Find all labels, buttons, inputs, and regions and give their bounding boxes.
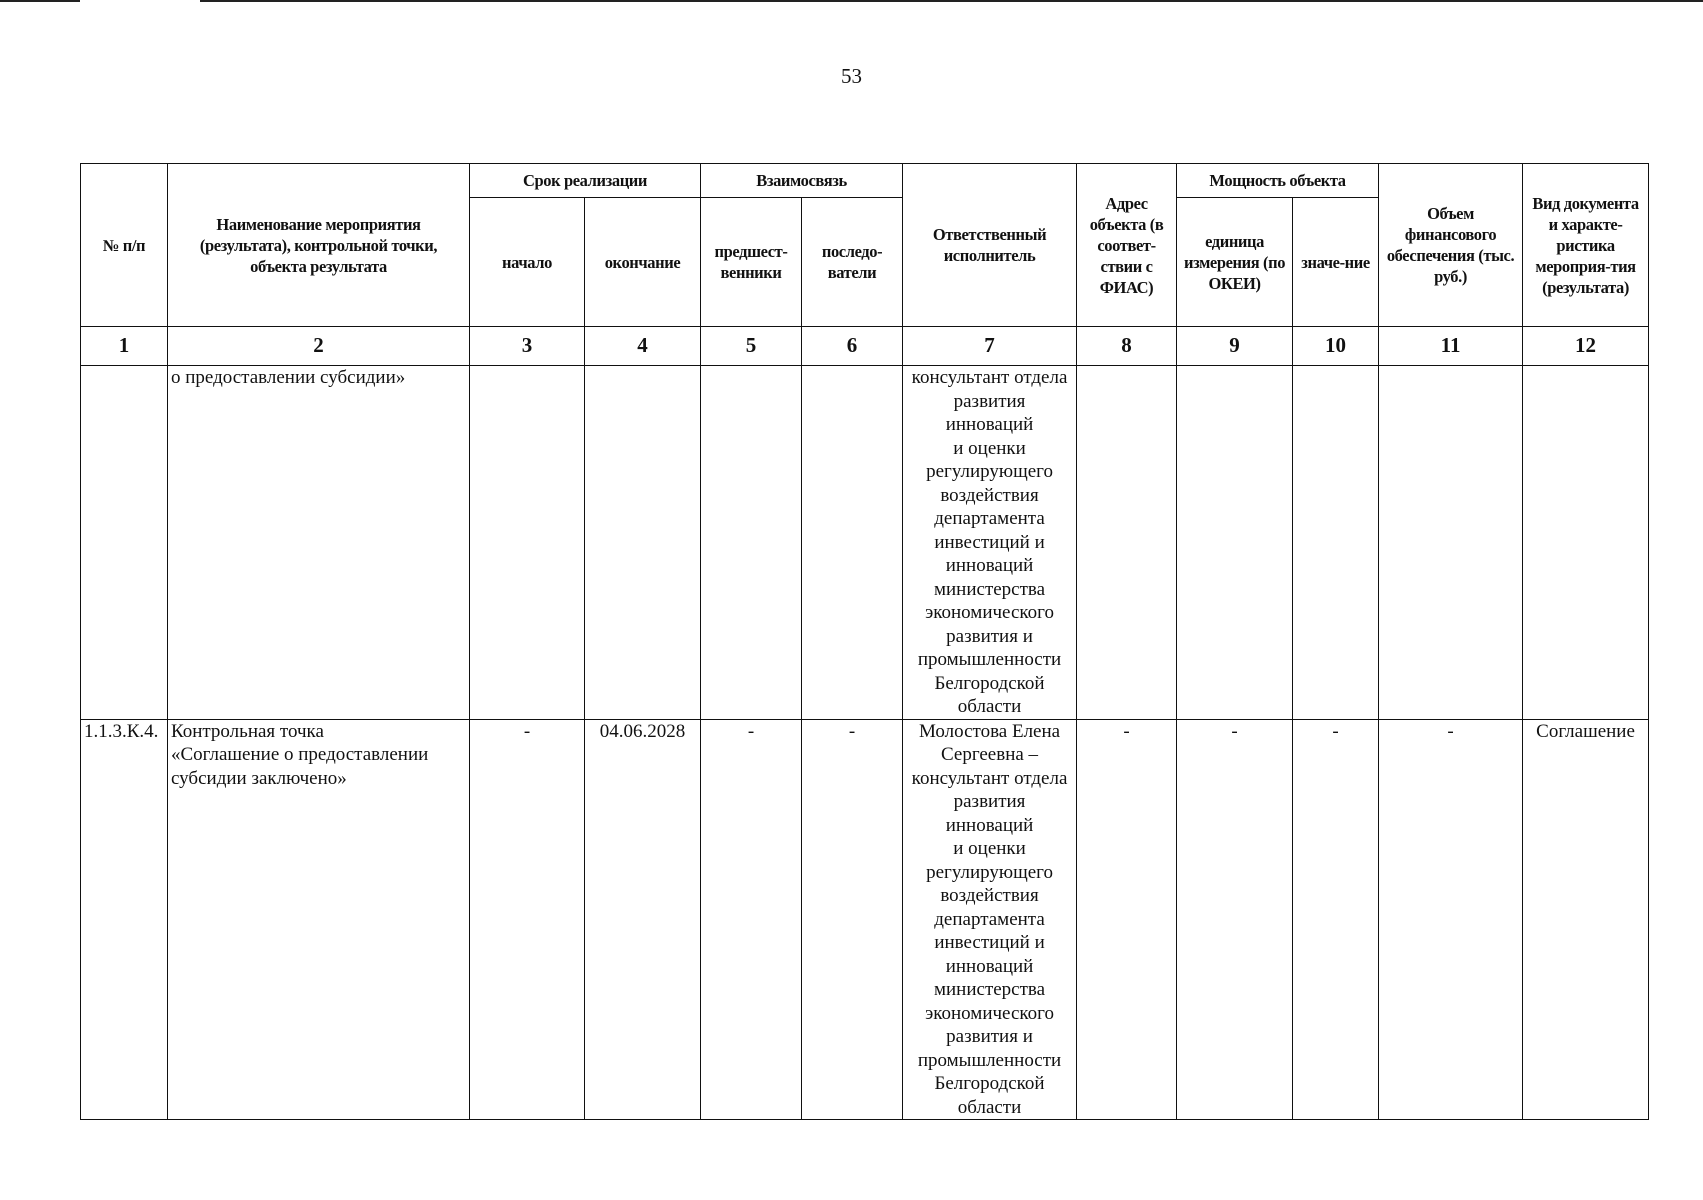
column-number: 11 (1379, 327, 1523, 366)
row-responsible: консультант отдела развития инноваций и оценки регулирующего воздействия департамента инвестиций и инноваций министерства экономического развития и промышленности Белгородской области (903, 366, 1077, 720)
column-number: 6 (802, 327, 903, 366)
column-number-row (81, 327, 1649, 366)
row-name: о предоставлении субсидии» (168, 366, 470, 720)
row-value (1293, 366, 1379, 720)
top-rule-right (200, 0, 1703, 2)
header-name: Наименование мероприятия (результата), контрольной точки, объекта результата (168, 164, 470, 327)
row-start: - (470, 719, 585, 1120)
column-number: 2 (168, 327, 470, 366)
header-link-group: Взаимосвязь (701, 164, 903, 198)
header-funding: Объем финансового обеспечения (тыс. руб.) (1379, 164, 1523, 327)
row-name: Контрольная точка «Соглашение о предоставлении субсидии заключено» (168, 719, 470, 1120)
header-capacity-group: Мощность объекта (1177, 164, 1379, 198)
column-number: 8 (1077, 327, 1177, 366)
header-doc-type: Вид документа и характе-ристика мероприя-тия (результата) (1523, 164, 1649, 327)
row-num (81, 366, 168, 720)
header-term-end: окончание (585, 198, 701, 327)
row-doc-type (1523, 366, 1649, 720)
row-prev (701, 366, 802, 720)
column-number: 9 (1177, 327, 1293, 366)
row-next: - (802, 719, 903, 1120)
row-next (802, 366, 903, 720)
column-number: 12 (1523, 327, 1649, 366)
page-number: 53 (841, 64, 862, 88)
column-number: 7 (903, 327, 1077, 366)
row-address (1077, 366, 1177, 720)
header-term-start: начало (470, 198, 585, 327)
table-row (81, 719, 1649, 1120)
column-number: 1 (81, 327, 168, 366)
row-end: 04.06.2028 (585, 719, 701, 1120)
row-num: 1.1.3.К.4. (81, 719, 168, 1120)
header-link-prev: предшест-венники (701, 198, 802, 327)
row-doc-type: Соглашение (1523, 719, 1649, 1120)
header-address: Адрес объекта (в соответ-ствии с ФИАС) (1077, 164, 1177, 327)
table-row (81, 366, 1649, 720)
column-number: 10 (1293, 327, 1379, 366)
row-responsible: Молостова Елена Сергеевна – консультант отдела развития инноваций и оценки регулирующего воздействия департамента инвестиций и инноваций министерства экономического развития и промышленности Белгородской области (903, 719, 1077, 1120)
row-funding: - (1379, 719, 1523, 1120)
row-start (470, 366, 585, 720)
header-row-top (81, 164, 1649, 198)
column-number: 4 (585, 327, 701, 366)
top-rule-left (0, 0, 80, 2)
header-num: № п/п (81, 164, 168, 327)
header-capacity-unit: единица измерения (по ОКЕИ) (1177, 198, 1293, 327)
header-term-group: Срок реализации (470, 164, 701, 198)
row-funding (1379, 366, 1523, 720)
column-number: 3 (470, 327, 585, 366)
row-end (585, 366, 701, 720)
row-prev: - (701, 719, 802, 1120)
header-capacity-value: значе-ние (1293, 198, 1379, 327)
plan-table (80, 163, 1649, 1120)
row-unit: - (1177, 719, 1293, 1120)
header-responsible: Ответственный исполнитель (903, 164, 1077, 327)
row-address: - (1077, 719, 1177, 1120)
row-unit (1177, 366, 1293, 720)
header-link-next: последо-ватели (802, 198, 903, 327)
column-number: 5 (701, 327, 802, 366)
row-value: - (1293, 719, 1379, 1120)
